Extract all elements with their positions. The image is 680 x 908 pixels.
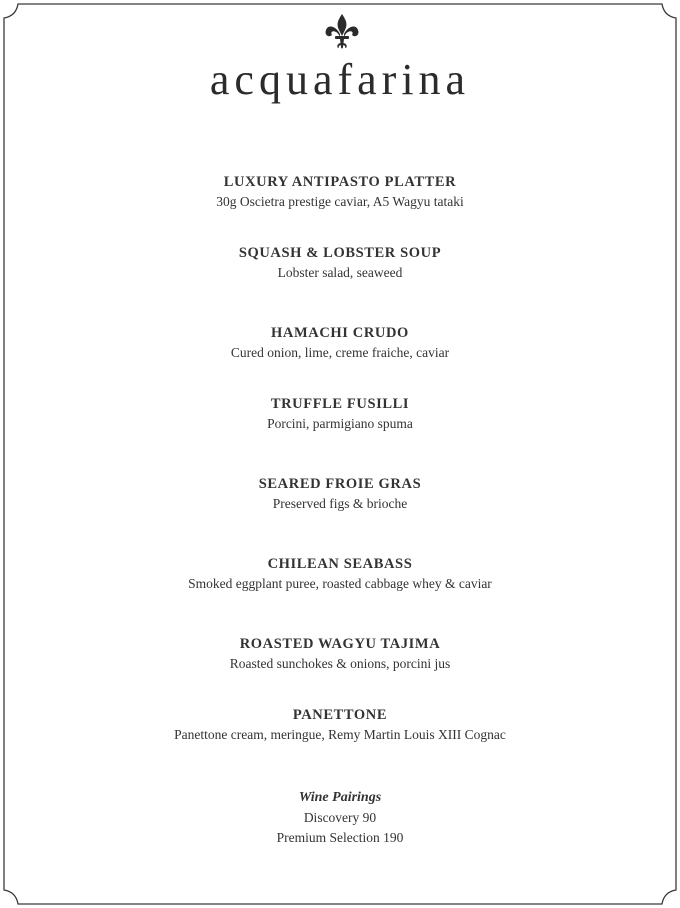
wine-pairing-option: Premium Selection 190 [276, 830, 404, 845]
course-item [0, 394, 680, 434]
wine-pairing-option: Discovery 90 [303, 810, 377, 825]
wine-pairings-section [0, 788, 680, 848]
course-item [0, 554, 680, 594]
course-item [0, 634, 680, 674]
course-title: PANETTONE [292, 707, 388, 723]
course-title: TRUFFLE FUSILLI [270, 396, 410, 412]
course-description: Panettone cream, meringue, Remy Martin Louis XIII Cognac [174, 727, 506, 742]
course-item [0, 172, 680, 212]
course-description: 30g Oscietra prestige caviar, A5 Wagyu tataki [216, 194, 464, 209]
course-description: Smoked eggplant puree, roasted cabbage whey & caviar [188, 576, 492, 591]
course-title: LUXURY ANTIPASTO PLATTER [223, 174, 457, 190]
course-title: HAMACHI CRUDO [271, 325, 409, 341]
wine-pairings-title: Wine Pairings [298, 790, 382, 805]
course-title: ROASTED WAGYU TAJIMA [239, 636, 441, 652]
restaurant-name: acquafarina [209, 55, 471, 104]
course-description: Porcini, parmigiano spuma [267, 416, 413, 431]
fleur-de-lis-icon [324, 14, 360, 54]
course-item [0, 474, 680, 514]
course-description: Cured onion, lime, creme fraiche, caviar [230, 345, 450, 360]
course-item [0, 243, 680, 283]
course-title: CHILEAN SEABASS [267, 556, 413, 572]
course-description: Lobster salad, seaweed [277, 265, 403, 280]
course-title: SEARED FROIE GRAS [258, 476, 422, 492]
course-item [0, 705, 680, 745]
course-item [0, 323, 680, 363]
course-title: SQUASH & LOBSTER SOUP [238, 245, 442, 261]
course-description: Preserved figs & brioche [272, 496, 408, 511]
course-description: Roasted sunchokes & onions, porcini jus [229, 656, 451, 671]
